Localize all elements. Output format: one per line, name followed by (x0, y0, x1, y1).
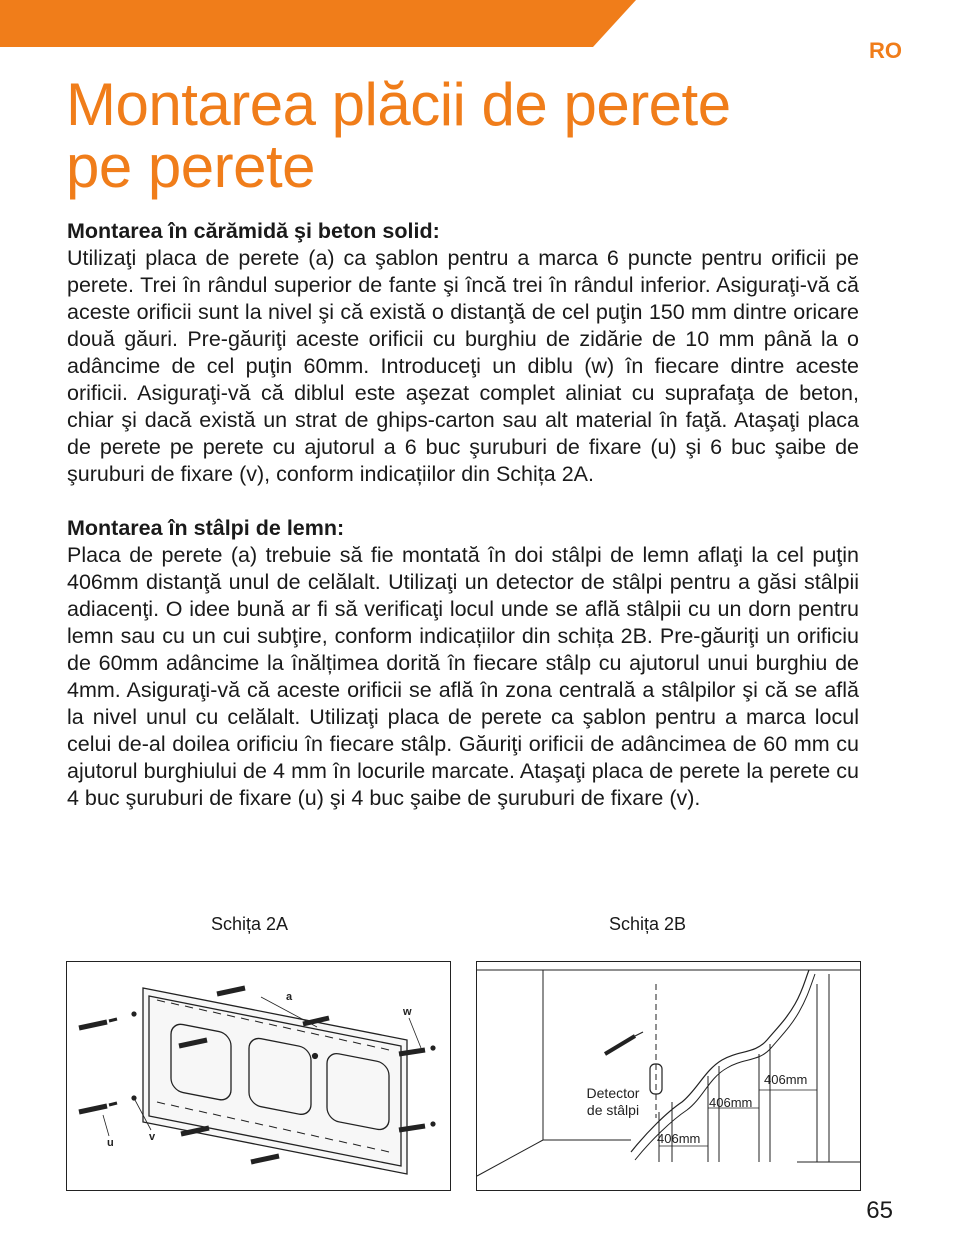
label-v: v (149, 1131, 156, 1143)
distance-label-3: 406mm (764, 1072, 808, 1087)
wall-plate-illustration (143, 988, 407, 1174)
distance-label-2: 406mm (709, 1095, 753, 1110)
page-title (66, 71, 886, 200)
figure-2a-drawing (67, 962, 450, 1190)
header-banner (0, 0, 640, 47)
detector-label-line-2: de stâlpi (586, 1102, 640, 1118)
figure-2a (66, 961, 451, 1191)
page-number: 65 (866, 1197, 893, 1224)
label-u: u (107, 1137, 114, 1149)
page-title-line-1: Montarea plăcii de perete (66, 71, 731, 138)
label-a: a (286, 991, 293, 1003)
detector-label-line-1: Detector (586, 1085, 640, 1101)
label-w: w (403, 1006, 412, 1018)
section-wood-studs (67, 515, 859, 812)
distance-label-1: 406mm (657, 1131, 701, 1146)
section-text-wood-studs: Placa de perete (a) trebuie să fie montată în doi stâlpi de lemn aflaţi la cel puţin 406mm distanţă unul de celălalt. Utilizaţi un detector de stâlpi pentru a găsi stâlpii adiacenţi. O idee bună ar fi să verificaţi locul unde se află stâlpii cu un dorn pentru lemn sau cu un cui subţire, conform indicațiilor din schița 2B. Pre-găuriţi un orificiu de 60mm adâncime la înălțimea dorită în fiecare stâlp cu ajutorul unui burghiu de 4mm. Asiguraţi-vă că aceste orificii se află în zona centrală a stâlpilor şi că se află la nivel unul cu celălalt. Utilizaţi placa de perete ca şablon pentru a marca locul celui de-al doilea orificiu în fiecare stâlp. Găuriţi orificii de adâncimea de 60 mm cu ajutorul burghiului de 4 mm în locurile marcate. Ataşaţi placa de perete la perete cu 4 buc şuruburi de fixare (u) şi 4 buc şaibe de şuruburi de fixare (v). (67, 543, 859, 810)
section-brick-concrete (67, 218, 859, 488)
language-tag: RO (869, 38, 902, 63)
section-text-brick-concrete: Utilizaţi placa de perete (a) ca şablon pentru a marca 6 puncte pentru orificii pe perete. Trei în rândul superior de fante şi încă trei în rândul inferior. Asiguraţi-vă că aceste orificii sunt la nivel şi că există o distanţă de cel puţin 150 mm dintre oricare două găuri. Pre-găuriţi aceste orificii cu burghiu de zidărie de 10 mm până la o adâncime de cel puţin 60mm. Introduceţi un diblu (w) în fiecare dintre aceste orificii. Asiguraţi-vă că diblul este aşezat complet aliniat cu suprafaţa de beton, chiar şi dacă există un strat de ghips-carton sau alt material în faţă. Ataşaţi placa de perete pe perete cu ajutorul a 6 buc şuruburi de fixare (u) şi 6 buc şaibe de şuruburi de fixare (v), conform indicațiilor din Schița 2A. (67, 246, 859, 486)
section-heading-wood-studs: Montarea în stâlpi de lemn: (67, 516, 345, 540)
section-heading-brick-concrete: Montarea în cărămidă şi beton solid: (67, 219, 440, 243)
instructions-body (67, 218, 859, 839)
page-title-line-2: pe perete (66, 133, 316, 200)
figure-2b (476, 961, 861, 1191)
figure-2a-caption: Schița 2A (211, 914, 289, 934)
figure-2b-drawing (477, 962, 860, 1190)
figure-2b-caption: Schița 2B (609, 914, 687, 934)
